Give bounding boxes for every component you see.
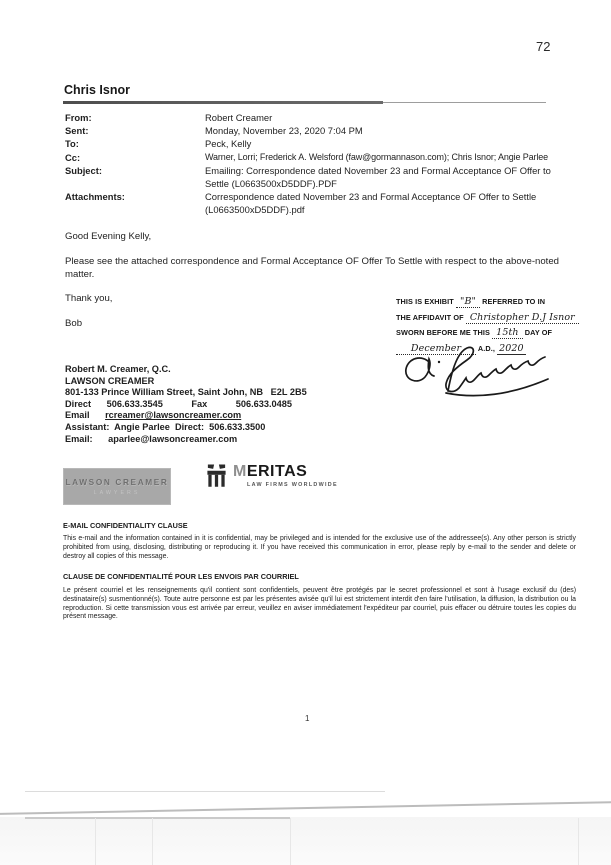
scan-artifact-diagonal-line — [0, 801, 611, 815]
lawson-creamer-logo — [63, 468, 171, 505]
assistant-line: Assistant: Angie Parlee Direct: 506.633.3500 — [65, 421, 266, 432]
body-signoff: Bob — [65, 318, 83, 329]
scan-edge-shading — [0, 817, 611, 865]
stamp-line1-prefix: THIS IS EXHIBIT — [396, 297, 454, 306]
scan-artifact-vertical — [290, 818, 291, 865]
direct-number: 506.633.3545 — [106, 398, 163, 409]
stamp-month-handwritten: December — [396, 343, 476, 355]
scan-artifact-line — [25, 791, 385, 792]
sender-email-line — [65, 410, 307, 422]
cc-value: Warner, Lorri; Frederick A. Welsford (faw@gormannason.com); Chris Isnor; Angie Parlee — [205, 151, 549, 162]
to-label: To: — [65, 138, 79, 150]
lawson-logo-wordmark: LAWSON CREAMER — [65, 477, 169, 487]
meritas-wordmark-rest: ERITAS — [246, 463, 308, 480]
header-divider-thin — [383, 102, 546, 103]
confidentiality-text-en: This e-mail and the information contained in it is confidential, may be privileged and is intended for the exclusive use of the addressee(s). Any other person is strictly prohibited from using, disclosing, distributing or reproducing it. If you have received this communication in error, please reply by e-mail to the sender and delete or destroy all copies of this message. — [63, 535, 576, 560]
scan-artifact-vertical — [578, 818, 579, 865]
scan-artifact-vertical — [152, 818, 153, 865]
stamp-line-3 — [396, 327, 582, 338]
assistant-email-label: Email: — [65, 433, 93, 444]
sent-label: Sent: — [65, 125, 89, 137]
body-paragraph: Please see the attached correspondence and Formal Acceptance OF Offer To Settle with respect to the above-noted matter. — [65, 256, 560, 280]
sender-firm: LAWSON CREAMER — [65, 375, 155, 386]
confidentiality-text-fr: Le présent courriel et les renseignements qu'il contient sont confidentiels, peuvent être protégés par le secret professionnel et sont à l'usage exclusif du (des) destinataire(s) susmentionné(s). Toute autre personne est par les présentes avisée qu'il lui est strictement interdit d'en faire l'utilisation, la diffusion, la distribution ou la reproduction. Si cette transmission vous est arrivée par erreur, veuillez en aviser immédiatement l'expéditeur par courriel, puis effacer ou détruire toutes les copies du présent message. — [63, 587, 576, 621]
meritas-wordmark — [233, 463, 338, 481]
subject-value: Emailing: Correspondence dated November 23 and Formal Acceptance OF Offer to Settle (L0663500xD5DDF).PDF — [205, 164, 551, 190]
mailbox-owner-name: Chris Isnor — [64, 83, 130, 97]
attachments-label: Attachments: — [65, 191, 125, 203]
stamp-line-1 — [396, 296, 582, 307]
meritas-logo-text — [233, 463, 338, 488]
lawson-logo-tagline: LAWYERS — [93, 490, 141, 496]
stamp-line3-suffix: DAY OF — [524, 328, 553, 338]
stamp-line-2 — [396, 312, 582, 323]
stamp-year-handwritten: 2020 — [499, 342, 524, 354]
header-row-cc — [65, 151, 575, 164]
stamp-affiant-name-handwritten: Christopher D.J Isnor — [466, 312, 579, 324]
cc-label: Cc: — [65, 151, 81, 163]
stamp-day-handwritten: 15th — [492, 327, 522, 339]
header-row-attachments — [65, 190, 575, 216]
header-row-subject — [65, 164, 575, 190]
direct-label: Direct — [65, 398, 92, 409]
sender-signature-block — [65, 364, 307, 445]
from-value: Robert Creamer — [205, 112, 273, 123]
email-label: Email — [65, 410, 90, 421]
assistant-email-line — [65, 434, 307, 446]
sender-phone-line — [65, 399, 307, 411]
exhibit-page-number: 72 — [536, 39, 551, 54]
to-value: Peck, Kelly — [205, 138, 252, 150]
body-closing: Thank you, — [65, 293, 113, 304]
subject-label: Subject: — [65, 164, 102, 176]
header-row-from — [65, 111, 575, 124]
stamp-line3-prefix: SWORN BEFORE ME THIS — [396, 328, 491, 338]
commissioner-signature — [396, 341, 566, 401]
stamp-line4-ad: A.D., — [477, 343, 495, 353]
meritas-tagline: LAW FIRMS WORLDWIDE — [247, 482, 338, 488]
header-row-to — [65, 137, 575, 150]
header-row-sent — [65, 124, 575, 137]
stamp-line2-prefix: THE AFFIDAVIT OF — [396, 312, 464, 322]
stamp-line1-suffix: REFERRED TO IN — [482, 297, 546, 306]
meritas-logo — [205, 463, 338, 490]
sent-value: Monday, November 23, 2020 7:04 PM — [205, 125, 363, 137]
fax-number: 506.633.0485 — [235, 398, 292, 409]
header-divider-thick — [63, 101, 383, 104]
meritas-columns-icon — [205, 463, 228, 490]
sender-address: 801-133 Prince William Street, Saint John, NB E2L 2B5 — [65, 387, 307, 398]
confidentiality-heading-en: E-MAIL CONFIDENTIALITY CLAUSE — [63, 521, 188, 530]
fax-label: Fax — [191, 398, 208, 409]
from-label: From: — [65, 112, 92, 123]
scan-artifact-vertical — [95, 818, 96, 865]
assistant-email-address: aparlee@lawsoncreamer.com — [108, 433, 238, 444]
sender-name: Robert M. Creamer, Q.C. — [65, 364, 171, 374]
body-greeting: Good Evening Kelly, — [65, 231, 152, 242]
meritas-wordmark-m: M — [233, 463, 247, 480]
stamp-exhibit-letter-handwritten: "B" — [456, 296, 480, 308]
attachments-value: Correspondence dated November 23 and Formal Acceptance OF Offer to Settle (L0663500xD5DDF).pdf — [205, 191, 537, 216]
sender-email-address: rcreamer@lawsoncreamer.com — [105, 410, 242, 421]
email-page-number: 1 — [305, 714, 310, 723]
scan-artifact-short-line — [25, 817, 290, 819]
confidentiality-heading-fr: CLAUSE DE CONFIDENTIALITÉ POUR LES ENVOIS PAR COURRIEL — [63, 572, 299, 581]
email-header-table — [65, 111, 575, 217]
